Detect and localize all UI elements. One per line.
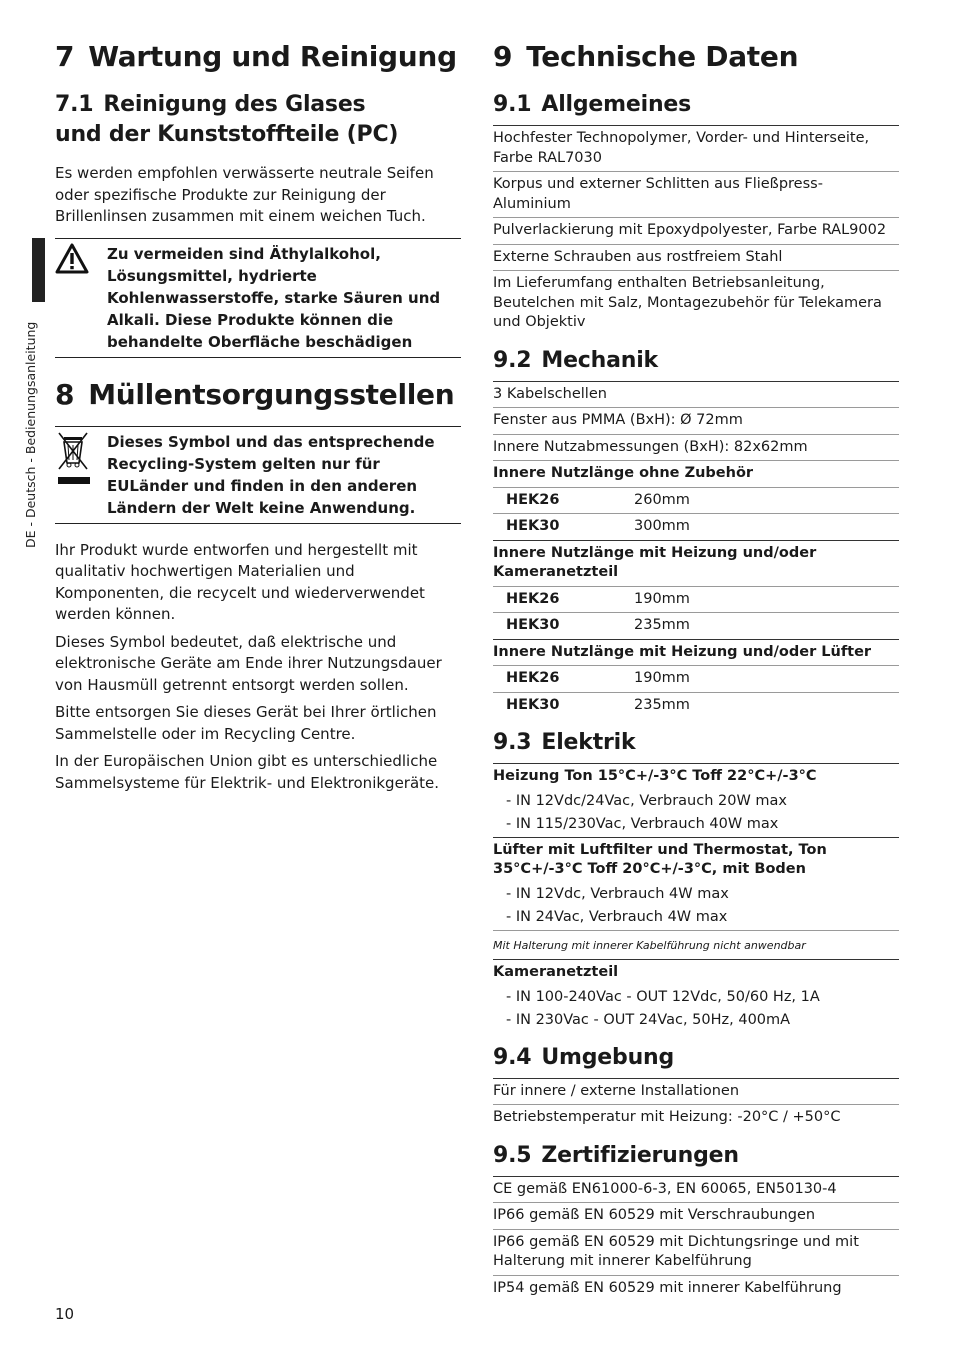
electrics-table <box>493 763 899 1033</box>
environment-table <box>493 1078 899 1131</box>
disposal-paragraph-2: Dieses Symbol bedeutet, daß elektrische und elektronische Geräte am Ende ihrer Nutzungsdauer von Hausmüll getrennt entsorgt werden sollen. <box>55 632 442 694</box>
table-row: IP66 gemäß EN 60529 mit Dichtungsringe und mit Halterung mit innerer Kabelführung <box>493 1229 899 1275</box>
section-7-heading: 7 Wartung und Reinigung <box>55 40 457 73</box>
recycling-notice-text: Dieses Symbol und das entsprechende Recycling-System gelten nur für EULänder und finden in den anderen Ländern der Welt keine Anwendung. <box>107 432 435 517</box>
list-item: - IN 24Vac, Verbrauch 4W max <box>506 909 728 925</box>
warning-box <box>55 238 461 358</box>
left-column <box>55 38 461 794</box>
general-table <box>493 125 899 336</box>
table-row: HEK26 190mm <box>493 586 899 613</box>
table-row: Hochfester Technopolymer, Vorder- und Hinterseite, Farbe RAL7030 <box>493 125 899 171</box>
table-group-header: Innere Nutzlänge mit Heizung und/oder Kameranetzteil <box>493 540 899 586</box>
table-row: HEK26 260mm <box>493 487 899 514</box>
crossed-bin-icon <box>55 431 95 519</box>
table-row: CE gemäß EN61000-6-3, EN 60065, EN50130-4 <box>493 1176 899 1203</box>
table-row: 3 Kabelschellen <box>493 381 899 408</box>
section-9-1-heading: 9.1 Allgemeines <box>493 92 692 117</box>
table-group-header: Innere Nutzlänge mit Heizung und/oder Lüfter <box>493 639 899 666</box>
list-item: - IN 12Vdc/24Vac, Verbrauch 20W max <box>506 792 788 809</box>
section-9-heading: 9 Technische Daten <box>493 40 799 73</box>
section-9-3-heading: 9.3 Elektrik <box>493 730 636 755</box>
table-row: Innere Nutzabmessungen (BxH): 82x62mm <box>493 434 899 461</box>
list-item: - IN 12Vdc, Verbrauch 4W max <box>506 885 729 902</box>
table-footnote: Mit Halterung mit innerer Kabelführung nicht anwendbar <box>493 930 899 960</box>
table-row: Externe Schrauben aus rostfreiem Stahl <box>493 244 899 271</box>
cleaning-paragraph: Es werden empfohlen verwässerte neutrale Seifen oder spezifische Produkte zur Reinigung der Brillenlinsen zusammen mit einem weichen Tuch. <box>55 164 434 225</box>
section-9-4-heading: 9.4 Umgebung <box>493 1044 675 1070</box>
list-item: - IN 115/230Vac, Verbrauch 40W max <box>506 816 779 832</box>
page-number: 10 <box>55 1305 75 1323</box>
table-group-header: Innere Nutzlänge ohne Zubehör <box>493 460 899 487</box>
table-row: HEK30 300mm <box>493 513 899 540</box>
table-row: Im Lieferumfang enthalten Betriebsanleitung, Beutelchen mit Salz, Montagezubehör für Telekamera und Objektiv <box>493 270 899 336</box>
table-row: Korpus und externer Schlitten aus Fließpress-Aluminium <box>493 171 899 217</box>
table-group-header: Heizung Ton 15°C+/-3°C Toff 22°C+/-3°C <box>493 763 899 790</box>
right-column <box>493 38 899 1301</box>
list-item: - IN 100-240Vac - OUT 12Vdc, 50/60 Hz, 1A <box>506 988 820 1005</box>
list-item: - IN 230Vac - OUT 24Vac, 50Hz, 400mA <box>506 1012 791 1028</box>
disposal-paragraph-3: Bitte entsorgen Sie dieses Gerät bei Ihrer örtlichen Sammelstelle oder im Recycling Centre. <box>55 703 437 743</box>
table-row: IP66 gemäß EN 60529 mit Verschraubungen <box>493 1202 899 1229</box>
mechanics-table <box>493 381 899 719</box>
side-language-label: DE - Deutsch - Bedienungsanleitung <box>23 321 38 548</box>
table-row: Fenster aus PMMA (BxH): Ø 72mm <box>493 407 899 434</box>
section-9-2-heading: 9.2 Mechanik <box>493 347 658 373</box>
table-row: HEK30 235mm <box>493 612 899 639</box>
table-row: HEK26 190mm <box>493 665 899 692</box>
table-row: Pulverlackierung mit Epoxydpolyester, Farbe RAL9002 <box>493 217 899 244</box>
table-row: HEK30 235mm <box>493 692 899 719</box>
disposal-paragraph-4: In der Europäischen Union gibt es unterschiedliche Sammelsysteme für Elektrik- und Elektronikgeräte. <box>55 752 440 792</box>
table-row: Für innere / externe Installationen <box>493 1078 899 1105</box>
section-8-heading: 8 Müllentsorgungsstellen <box>55 377 455 411</box>
disposal-paragraph-1: Ihr Produkt wurde entworfen und hergestellt mit qualitativ hochwertigen Materialien und Komponenten, die recycelt und wiederverwendet werden können. <box>55 540 425 623</box>
table-group-header: Kameranetzteil <box>493 959 899 986</box>
section-9-5-heading: 9.5 Zertifizierungen <box>493 1142 739 1168</box>
table-group-header: Lüfter mit Luftfilter und Thermostat, Ton 35°C+/-3°C Toff 20°C+/-3°C, mit Boden <box>493 837 899 883</box>
section-7-1-heading: 7.1 Reinigung des Glases und der Kunststoffteile (PC) <box>55 92 399 147</box>
warning-text: Zu vermeiden sind Äthylalkohol, Lösungsmittel, hydrierte Kohlenwasserstoffe, starke Säuren und Alkali. Diese Produkte können die behandelte Oberfläche beschädigen <box>107 244 441 351</box>
warning-triangle-icon <box>55 243 95 353</box>
recycling-notice-box <box>55 426 461 524</box>
table-row: IP54 gemäß EN 60529 mit innerer Kabelführung <box>493 1275 899 1302</box>
table-row: Betriebstemperatur mit Heizung: -20°C / +50°C <box>493 1104 899 1131</box>
certifications-table <box>493 1176 899 1302</box>
side-tab-marker <box>32 238 45 302</box>
